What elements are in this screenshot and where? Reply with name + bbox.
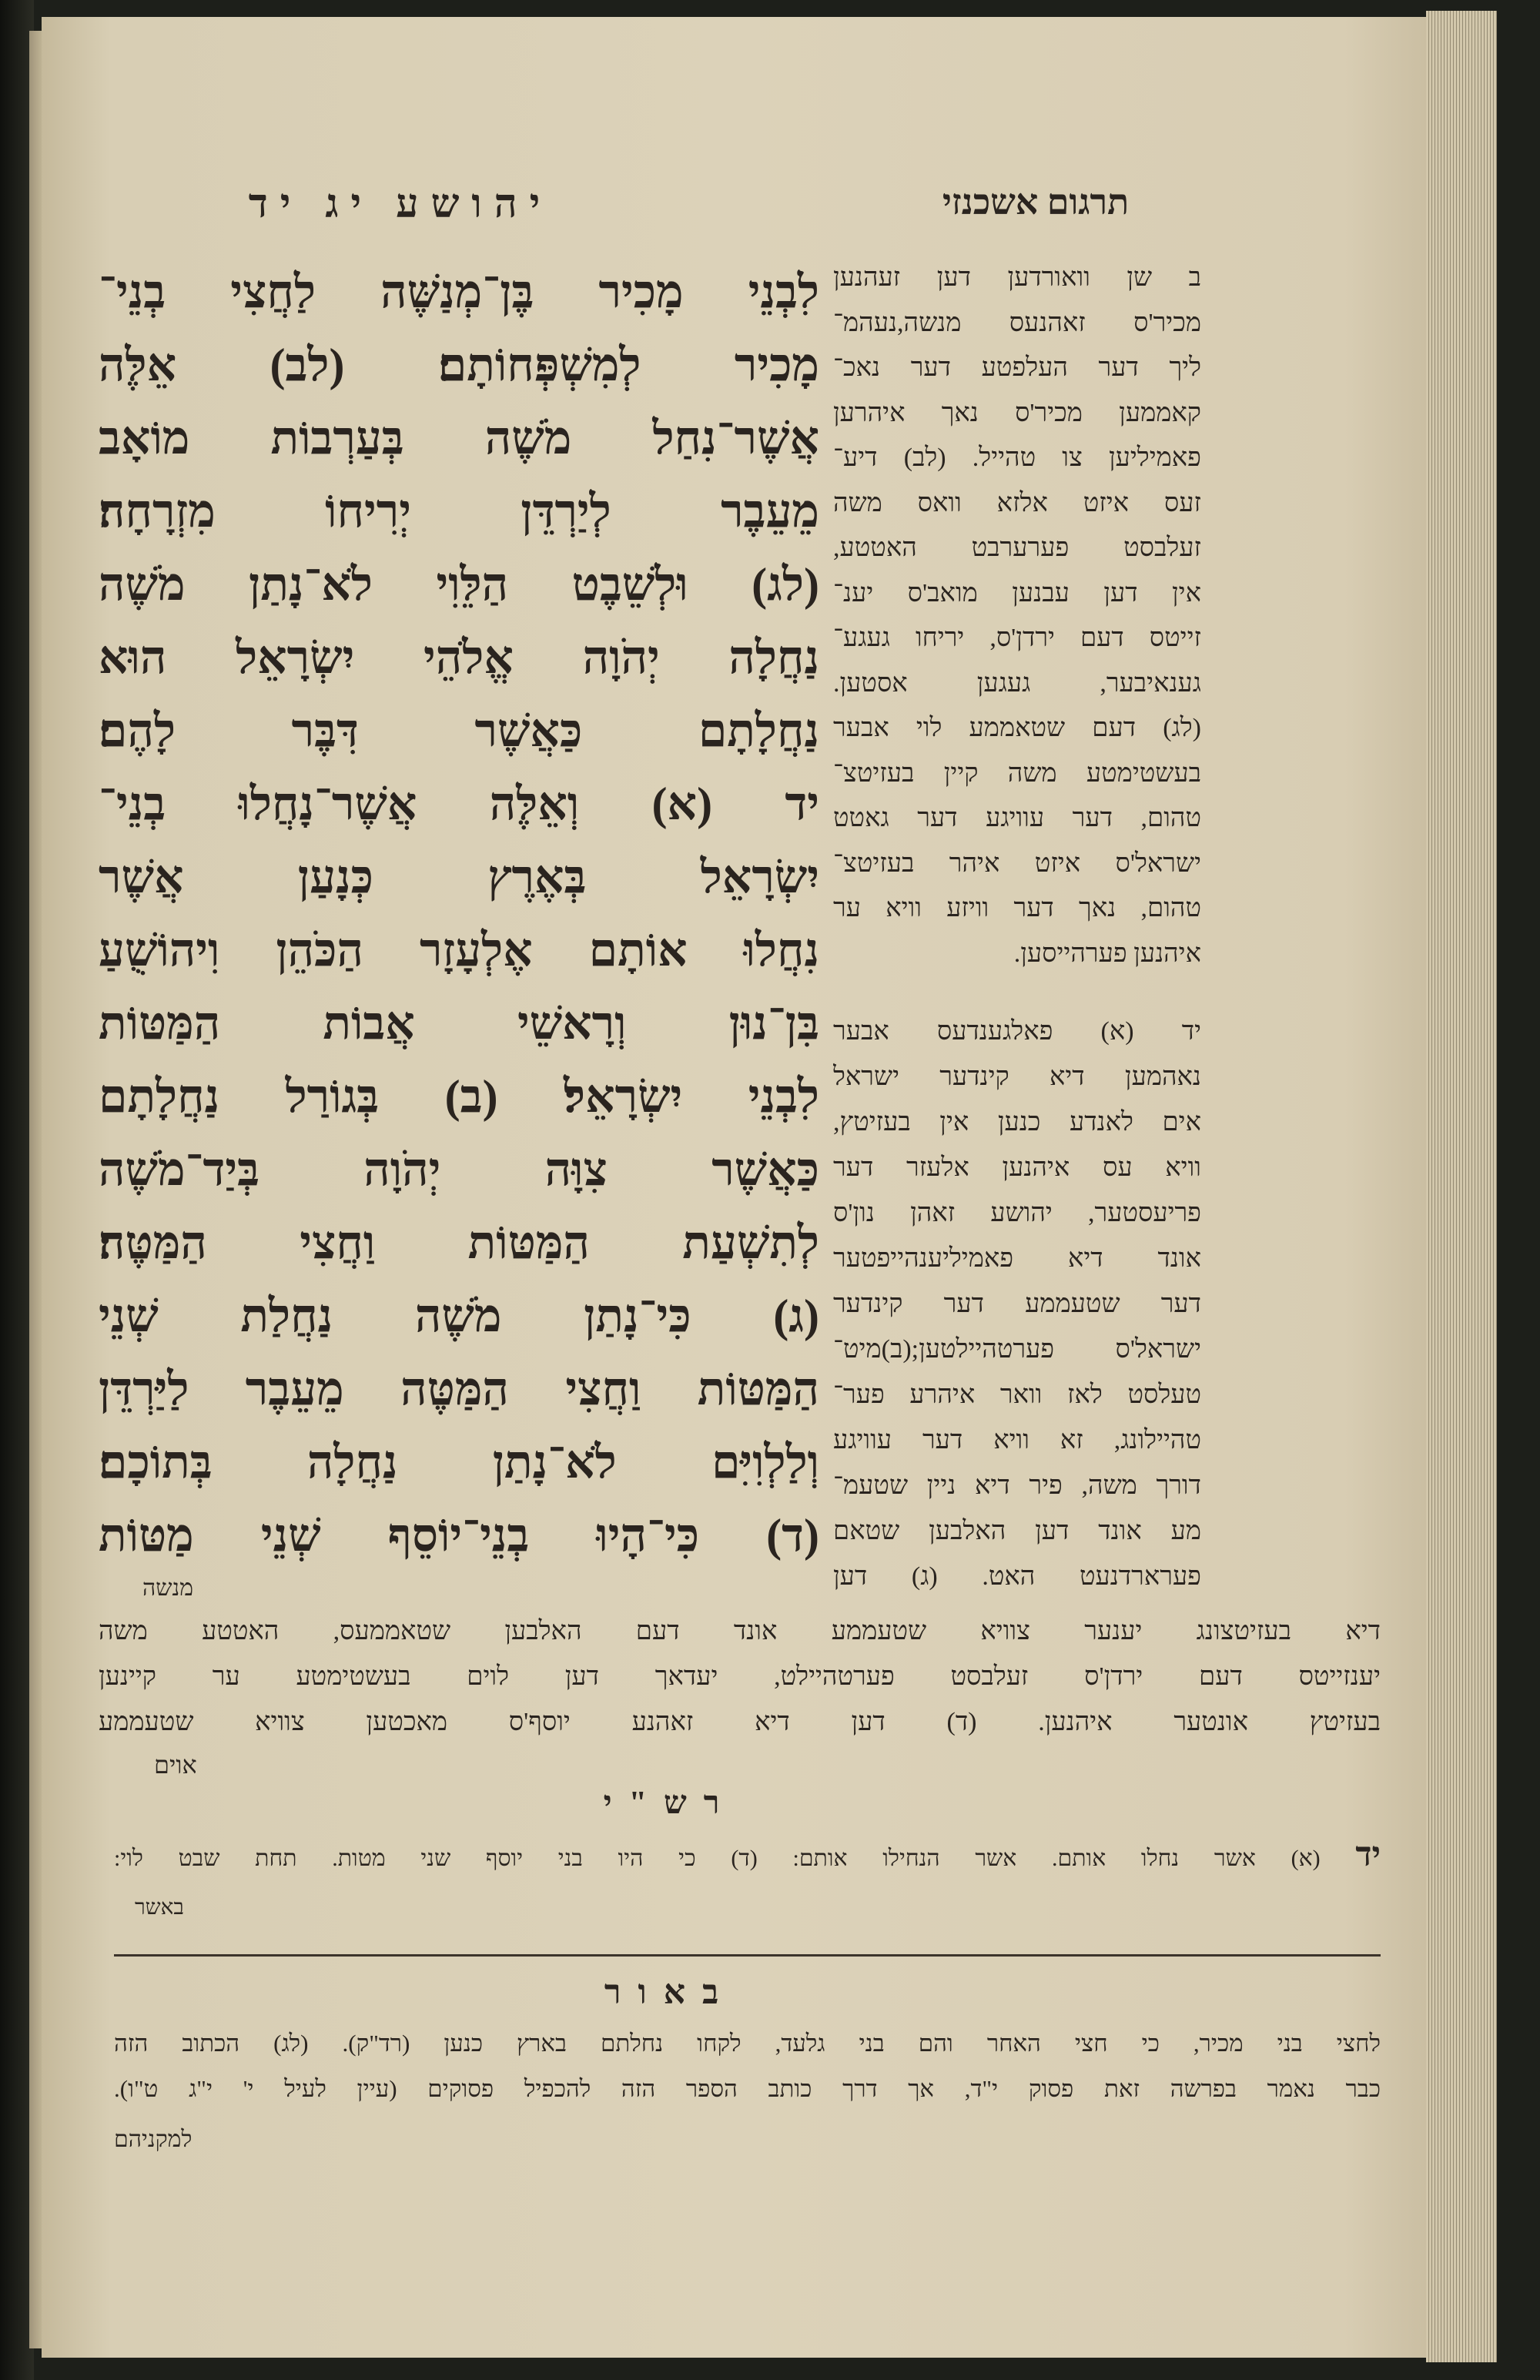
translation-line: דער שטעממע דער קינדער [833,1290,1201,1318]
translation-line: זעלבסט פערערבט האטטע, [833,534,1201,562]
translation-catchword: אוים [154,1751,197,1779]
translation-line: בעשטימטע משה קיין בעזיטצ־ [833,758,1201,788]
rashi-commentary [114,1833,1381,1877]
rashi-catchword: באשר [135,1896,184,1920]
section-divider [114,1954,1381,1957]
scripture-line: (ד) כִּי־הָיוּ בְנֵי־יוֹסֵף שְׁנֵי מַטּוֹת [99,1510,819,1561]
translation-full-width [99,1608,1381,1745]
translation-line: מכיר'ס זאהנעס מנשה,נעהמ־ [833,308,1201,337]
translation-line: ישראל'ס פערטהיילטען;(ב)מיט־ [833,1335,1201,1364]
scripture-line: (לג) וּלְשֵׁבֶט הַלֵּוִי לֹא־נָתַן מֹשֶׁה [99,559,819,610]
translation-line: זייטס דעם ירדן'ס, יריחו געגע־ [833,624,1201,652]
translation-line: גענאיבער, געגען אסטען. [833,668,1201,698]
scripture-line: לְתִשְׁעַת הַמַּטּוֹת וַחֲצִי הַמַּטֶּה׃ [99,1217,819,1268]
scripture-line: יד (א) וְאֵלֶּה אֲשֶׁר־נָחֲלוּ בְנֵי־ [99,778,819,829]
translation-line: ישראל'ס איזט איהר בעזיטצ־ [833,849,1201,878]
scripture-line: לִבְנֵי מָכִיר בֶּן־מְנַשֶּׁה לַחֲצִי בְנֵי־ [99,266,819,317]
translation-line: טהום, נאך דער וויזע וויא ער [833,894,1201,922]
translation-line: יענזייטס דעם ירדן'ס זעלבסט פערטהיילט, יעדאך דען לוים בעשטימטע ער קיינען [99,1662,1381,1691]
translation-line: איהנען פערהייסען. [1013,939,1201,968]
page-stack-edges [1426,11,1497,2362]
translation-column-upper [833,256,1201,976]
translation-line: (לג) דעם שטאממע לוי אבער [833,714,1201,742]
scripture-line: מֵעֵבֶר לְיַרְדֵּן יְרִיחוֹ מִזְרָחָה׃ [99,486,819,537]
translation-column-lower [833,1009,1201,1599]
translation-line: וויא עס איהנען אלעזר דער [833,1153,1201,1182]
rashi-heading: רש"י [603,1786,737,1821]
translation-line: פריעסטער, יהושע זאהן נון'ס [833,1199,1201,1227]
running-head-book-chapter: יהושע יג יד [248,182,553,226]
biur-catchword: למקניהם [114,2127,192,2152]
translation-line: אים לאנדע כנען אין בעזיטץ, [833,1108,1201,1136]
scripture-line: וְלַלְוִיִּם לֹא־נָתַן נַחֲלָה בְּתוֹכָם׃ [99,1437,819,1488]
translation-line: פאמיליען צו טהייל. (לב) דיע־ [833,444,1201,472]
scripture-line: בִּן־נוּן וְרָאשֵׁי אֲבוֹת הַמַּטּוֹת [99,998,819,1049]
scripture-line: נַחֲלָה יְהֹוָה אֱלֹהֵי יִשְׂרָאֵל הוּא [99,632,819,683]
biur-commentary [114,2020,1381,2111]
translation-line: קאממען מכיר'ס נאך איהרען [833,398,1201,427]
translation-line: מע אונד דען האלבען שטאם [833,1517,1201,1545]
translation-line: יד (א) פאלגענדעס אבער [833,1017,1201,1046]
scripture-line: (ג) כִּי־נָתַן מֹשֶׁה נַחֲלַת שְׁנֵי [99,1290,819,1341]
translation-line: דורך משה, פיר דיא ניין שטעמ־ [833,1471,1201,1500]
translation-line: דיא בעזיטצונג יענער צוויא שטעממע אונד דעם האלבען שטאממעס, האטטע משה [99,1617,1381,1645]
scripture-line: הַמַּטּוֹת וַחֲצִי הַמַּטֶּה מֵעֵבֶר לַיַּרְדֵּן [99,1364,819,1414]
scripture-line: מָכִיר לְמִשְׁפְּחוֹתָם׃ (לב) אֵלֶּה [99,340,819,390]
scripture-catchword: מנשה [142,1575,194,1601]
translation-line: בעזיטץ אונטער איהנען. (ד) דען דיא זאהנע יוסף'ס מאכטען צוויא שטעממע [99,1708,1381,1736]
scripture-line: נִחֲלוּ אוֹתָם אֶלְעָזָר הַכֹּהֵן וִיהוֹשֻׁעַ [99,925,819,976]
translation-line: טהום, דער עוויגע דער גאטט [833,804,1201,832]
rashi-chapter-number: יד [1355,1836,1381,1873]
rashi-text: (א) אשר נחלו אותם. אשר הנחילו אותם: (ד) כי היו בני יוסף שני מטות. תחת שבט לוי: [114,1846,1321,1871]
translation-line: נאהמען דיא קינדער ישראל [833,1063,1201,1091]
scripture-line: יִשְׂרָאֵל בְּאֶרֶץ כְּנָעַן אֲשֶׁר [99,852,819,902]
translation-line: פערארדנעט האט. (ג) דען [833,1562,1201,1591]
scripture-line: נַחֲלָתָם כַּאֲשֶׁר דִּבֶּר לָהֶם׃ [99,705,819,756]
translation-line: טעלסט לאז וואר איהרע פער־ [833,1381,1201,1409]
translation-line: זעס איזט אלזא וואס משה [833,488,1201,517]
scripture-line: לִבְנֵי יִשְׂרָאֵל׃ (ב) בְּגוֹרַל נַחֲלָתָם [99,1071,819,1122]
translation-line: אין דען עבנען מואב'ס יענ־ [833,578,1201,608]
scripture-line: כַּאֲשֶׁר צִוָּה יְהֹוָה בְּיַד־מֹשֶׁה [99,1144,819,1195]
rashi-line [114,1833,1381,1877]
scripture-column [99,256,819,1572]
translation-line: ב שן וואורדען דען זעהנען [833,263,1201,292]
biur-heading: באור [604,1973,736,2011]
running-head-translation-title: תרגום אשכנזי [942,182,1130,222]
translation-line: אונד דיא פאמיליענהייפטער [833,1244,1201,1273]
scripture-line: אֲשֶׁר־נִחַל מֹשֶׁה בְּעַרְבוֹת מוֹאָב [99,413,819,464]
translation-line: טהיילונג, זא וויא דער עוויגע [833,1426,1201,1454]
biur-line: לחצי בני מכיר, כי חצי האחר והם בני גלעד, לקחו נחלתם בארץ כנען (רד"ק). (לג) הכתוב הזה [114,2030,1381,2057]
biur-line: כבר נאמר בפרשה זאת פסוק י"ד, אך דרך כותב הספר הזה להכפיל פסוקים (עיין לעיל י' י"ג ט"ו). [114,2075,1381,2102]
translation-line: ליך דער העלפטע דער נאכ־ [833,353,1201,382]
